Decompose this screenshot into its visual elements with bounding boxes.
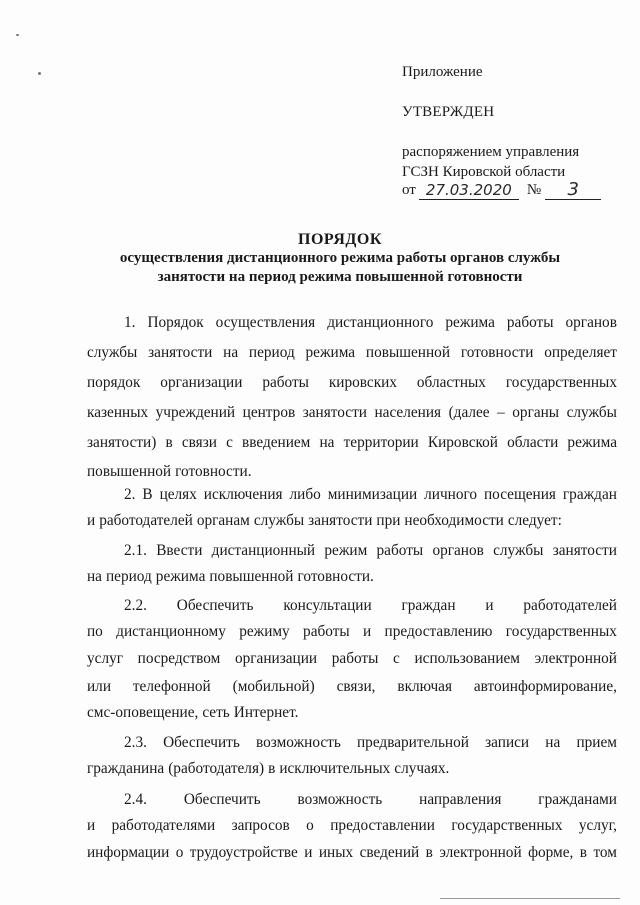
document-title (60, 230, 620, 287)
title-line-3: занятости на период режима повышенной готовности (157, 269, 523, 285)
approval-date-line (402, 180, 601, 200)
body-line: информации о трудоустройстве и иных сведений в электронной форме, в том (87, 844, 617, 861)
body-line: службы занятости на период режима повышенной готовности определяет (87, 344, 617, 361)
body-line: и работодателями запросов о предоставлении государственных услуг, (87, 817, 617, 834)
body-line: повышенной готовности. (87, 463, 252, 480)
handwritten-number: 3 (545, 181, 601, 200)
body-line: порядок организации работы кировских областных государственных (87, 374, 617, 391)
body-line: или телефонной (мобильной) связи, включая автоинформирование, (87, 678, 617, 695)
date-prefix: от (402, 182, 416, 198)
body-line: гражданина (работодателя) в исключительных случаях. (87, 760, 450, 777)
body-line: казенных учреждений центров занятости населения (далее – органы службы (87, 404, 617, 421)
appendix-label: Приложение (402, 64, 483, 80)
body-line: смс-оповещение, сеть Интернет. (87, 704, 299, 721)
number-sign: № (526, 182, 542, 198)
approved-by-line1: распоряжением управления (402, 144, 580, 160)
scan-speck (38, 72, 41, 75)
scan-speck (16, 34, 19, 36)
body-line: и работодателей органам службы занятости при необходимости следует: (87, 512, 562, 529)
body-line: 2.2. Обеспечить консультации граждан и работодателей (124, 597, 617, 614)
body-line: 2.4. Обеспечить возможность направления гражданами (124, 791, 617, 808)
body-line: 2. В целях исключения либо минимизации личного посещения граждан (124, 486, 617, 503)
body-line: по дистанционному режиму работы и предоставлению государственных (87, 623, 617, 640)
approved-by-line2: ГСЗН Кировской области (402, 164, 566, 180)
body-line: 2.1. Ввести дистанционный режим работы органов службы занятости (124, 542, 617, 559)
bottom-rule (440, 898, 620, 899)
body-line: занятости) в связи с введением на территории Кировской области режима (87, 434, 617, 451)
body-line: на период режима повышенной готовности. (87, 568, 374, 585)
body-line: услуг посредством организации работы с использованием электронной (87, 650, 617, 667)
title-line-2: осуществления дистанционного режима работы органов службы (119, 250, 561, 266)
body-line: 1. Порядок осуществления дистанционного режима работы органов (124, 314, 617, 331)
handwritten-date: 27.03.2020 (419, 181, 519, 200)
title-heading: ПОРЯДОК (298, 231, 382, 248)
body-line: 2.3. Обеспечить возможность предварительной записи на прием (124, 734, 617, 751)
approved-label: УТВЕРЖДЕН (402, 104, 495, 120)
